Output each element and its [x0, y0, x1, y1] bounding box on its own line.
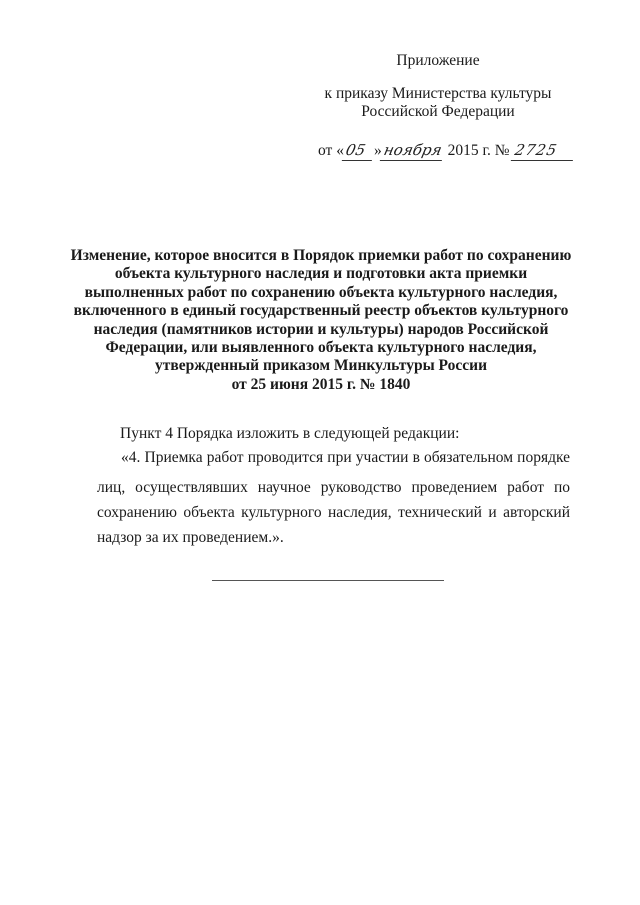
handwritten-day: 05: [342, 140, 376, 161]
title-line: от 25 июня 2015 г. № 1840: [231, 375, 411, 393]
date-prefix: от «: [318, 142, 344, 159]
document-title: [60, 247, 582, 394]
title-line: выполненных работ по сохранению объекта культурного наследия,: [84, 283, 558, 301]
title-line: наследия (памятников истории и культуры) народов Российской: [93, 320, 549, 338]
title-line: включенного в единый государственный реестр объектов культурного: [73, 302, 569, 320]
ministry-name: Российской Федерации: [361, 103, 515, 120]
order-date-line: [318, 140, 575, 162]
handwritten-order-number: 2725: [511, 140, 577, 161]
quote-line: надзор за их проведением.».: [97, 529, 284, 546]
quote-line: лиц, осуществлявших научное руководство проведением работ по: [97, 479, 570, 496]
intro-paragraph: Пункт 4 Порядка изложить в следующей редакции:: [120, 425, 460, 442]
handwritten-month: ноября: [379, 140, 445, 161]
title-line: утвержденный приказом Минкультуры России: [155, 357, 487, 375]
year-text: 2015 г. №: [447, 142, 510, 159]
quote-close: »: [373, 142, 382, 159]
title-line: объекта культурного наследия и подготовки акта приемки: [114, 265, 528, 283]
title-line: Федерации, или выявленного объекта культурного наследия,: [105, 339, 537, 357]
title-line: Изменение, которое вносится в Порядок приемки работ по сохранению: [70, 247, 572, 264]
quote-line: сохранению объекта культурного наследия, технический и авторский: [97, 504, 570, 521]
order-reference: к приказу Министерства культуры: [324, 85, 552, 102]
quote-line: «4. Приемка работ проводится при участии в обязательном порядке: [121, 449, 570, 466]
appendix-label: Приложение: [396, 52, 480, 69]
closing-divider: [212, 580, 444, 581]
